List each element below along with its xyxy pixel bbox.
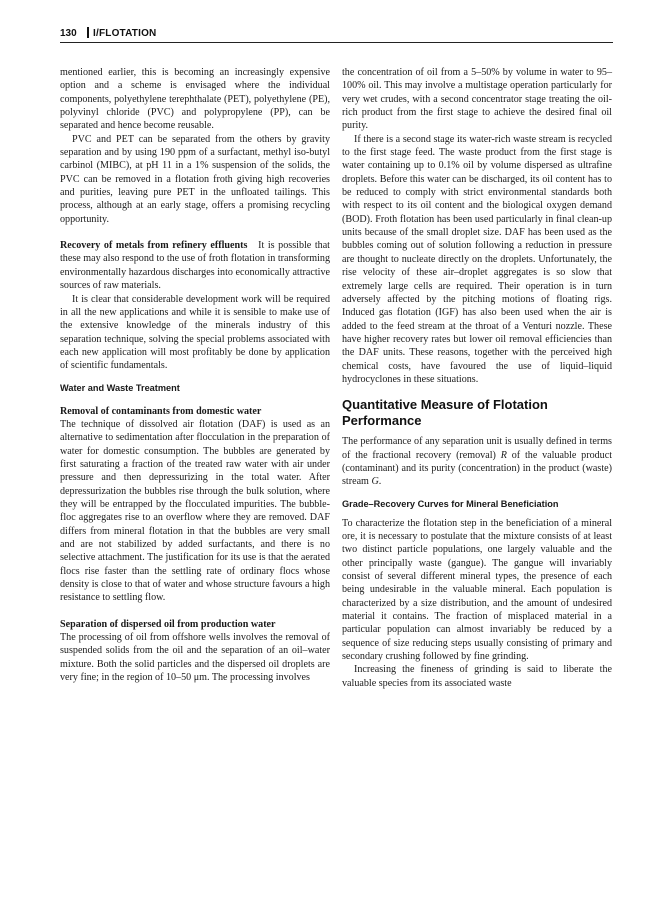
header-divider — [87, 27, 89, 38]
paragraph: The processing of oil from offshore wells involves the removal of suspended solids from the oil and the separation of an oil–water mixture. Both the solid particles and the dispersed oil droplets are very fine; in the region of 10–50 μm. The processing involves — [60, 632, 330, 684]
spacer — [342, 386, 612, 393]
subsection-heading-grade-recovery: Grade–Recovery Curves for Mineral Beneficiation — [342, 498, 559, 509]
paragraph: The technique of dissolved air flotation (DAF) is used as an alternative to sedimentation after flocculation in the preparation of water for domestic consumption. The bubbles are generated by first saturating a fraction of the treated raw water with air under pressure and then depressurizing in the total water. After depressurization the bubbles rise through the bulk solution, where they will be entrapped by the flocculated impurities. The bubble-floc aggregates rise to an overflow where they are removed. DAF differs from mineral flotation in that the bubbles are very small and are not stabilized by added surfactants, and there is no selective attachment. The justification for its use is that the aerated flocs rise faster than the settling rate of ordinary flocs whose density is close to that of water and whose structure favours a high resistance to settling flow. — [60, 418, 330, 604]
symbol-G: G — [371, 476, 379, 488]
runin-heading: Removal of contaminants from domestic water — [60, 405, 262, 417]
page-number: 130 — [60, 28, 77, 39]
text-run: . — [378, 476, 382, 488]
runin-body: It is possible that these may also respond to the use of froth flotation in transforming environmentally hazardous discharges into economically attractive sources of raw materials. — [60, 240, 330, 292]
spacer — [60, 226, 330, 239]
paragraph: If there is a second stage its water-rich waste stream is recycled to the first stage feed. The waste product from the first stage is water containing up to 0.1% oil by volume dispersed as ultrafine droplets. Before this water can be discharged, its oil content has to be reduced to comply with strict environmental standards both with respect to its oil content and the biological oxygen demand (BOD). Froth flotation has been used particularly in final clean-up units because of the small droplet size. DAF has been used as the bubbles coming out of solution following a reduction in pressure are thought to nucleate directly on the droplets. Unfortunately, the rise velocity of these air–droplet aggregates is so slow that extremely large cells are required. Their operation is in turn adversely affected by the pitching motions of floating rigs. Induced gas flotation (IGF) has also been used when the air is added to the feed stream at the throat of a Venturi nozzle. These have higher recovery rates but lower oil removal efficiencies than the DAF units. These reasons, together with the perceived high chemical costs, have favoured the use of liquid–liquid hydrocyclones in these situations. — [342, 133, 612, 385]
paragraph: the concentration of oil from a 5–50% by volume in water to 95–100% oil. This may involve a multistage operation particularly for very wet crudes, with a second concentrator stage treating the oil-rich product from the first stage to achieve the desired final oil purity. — [342, 67, 612, 132]
section-heading-water: Water and Waste Treatment — [60, 382, 180, 393]
header-rule — [60, 42, 613, 43]
runin-heading: Recovery of metals from refinery effluents — [60, 240, 248, 252]
paragraph-performance — [342, 435, 612, 488]
paragraph-recovery-metals — [60, 239, 330, 292]
paragraph: To characterize the flotation step in the beneficiation of a mineral ore, it is necessary to postulate that the mixture consists of at least two distinct particle populations, one largely valuable and the other principally waste (gangue). The gangue will invariably consist of several different mineral types, the presence of each being undesirable in the valuable mineral. Each population is characterized by a size distribution, and the amount of undesired material it contains. The fraction of misplaced material in a particular population can almost invariably be reduced by a sequence of size reducing steps usually consisting of primary and secondary crushing followed by fine grinding. — [342, 517, 612, 663]
paragraph: It is clear that considerable development work will be required in all the new applications and while it is sensible to make use of the extensive knowledge of the minerals industry of this separation technique, solving the special problems associated with each new application will most profitably be done by application of scientific fundamentals. — [60, 293, 330, 372]
text-run: of the valuable product (contaminant) and its purity (concentration) in the product (waste) stream — [342, 449, 612, 488]
section-title: I/FLOTATION — [93, 28, 157, 39]
spacer — [60, 398, 330, 405]
spacer — [342, 489, 612, 496]
text-run: The performance of any separation unit is usually defined in terms of the fractional recovery (removal) — [342, 436, 612, 461]
paragraph: mentioned earlier, this is becoming an increasingly expensive option and a scheme is envisaged where the individual components, polyethylene terephthalate (PET), polyethylene (PE), polyvinyl chloride (PVC) and polypropylene (PP), can be separated and hence become reusable. — [60, 67, 330, 132]
spacer — [60, 605, 330, 618]
right-column — [342, 66, 612, 690]
paragraph: PVC and PET can be separated from the others by gravity separation and by using 190 ppm of a surfactant, methyl iso-butyl carbinol (MIBC), at pH 11 in a 1% suspension of the solids, the PVC can be removed in a flotation froth giving high recoveries and purities, leaving pure PET in the unfloated tailings. This process, although at an early stage, offers a promising recycling opportunity. — [60, 133, 330, 225]
left-column — [60, 66, 330, 684]
section-heading-quantitative: Quantitative Measure of Flotation Performance — [342, 397, 548, 429]
runin-heading: Separation of dispersed oil from production water — [60, 618, 276, 630]
spacer — [60, 373, 330, 380]
subheading-separation — [60, 618, 330, 631]
paragraph: Increasing the fineness of grinding is said to liberate the valuable species from its associated waste — [342, 664, 612, 689]
symbol-R: R — [500, 449, 507, 461]
subheading-removal — [60, 405, 330, 418]
